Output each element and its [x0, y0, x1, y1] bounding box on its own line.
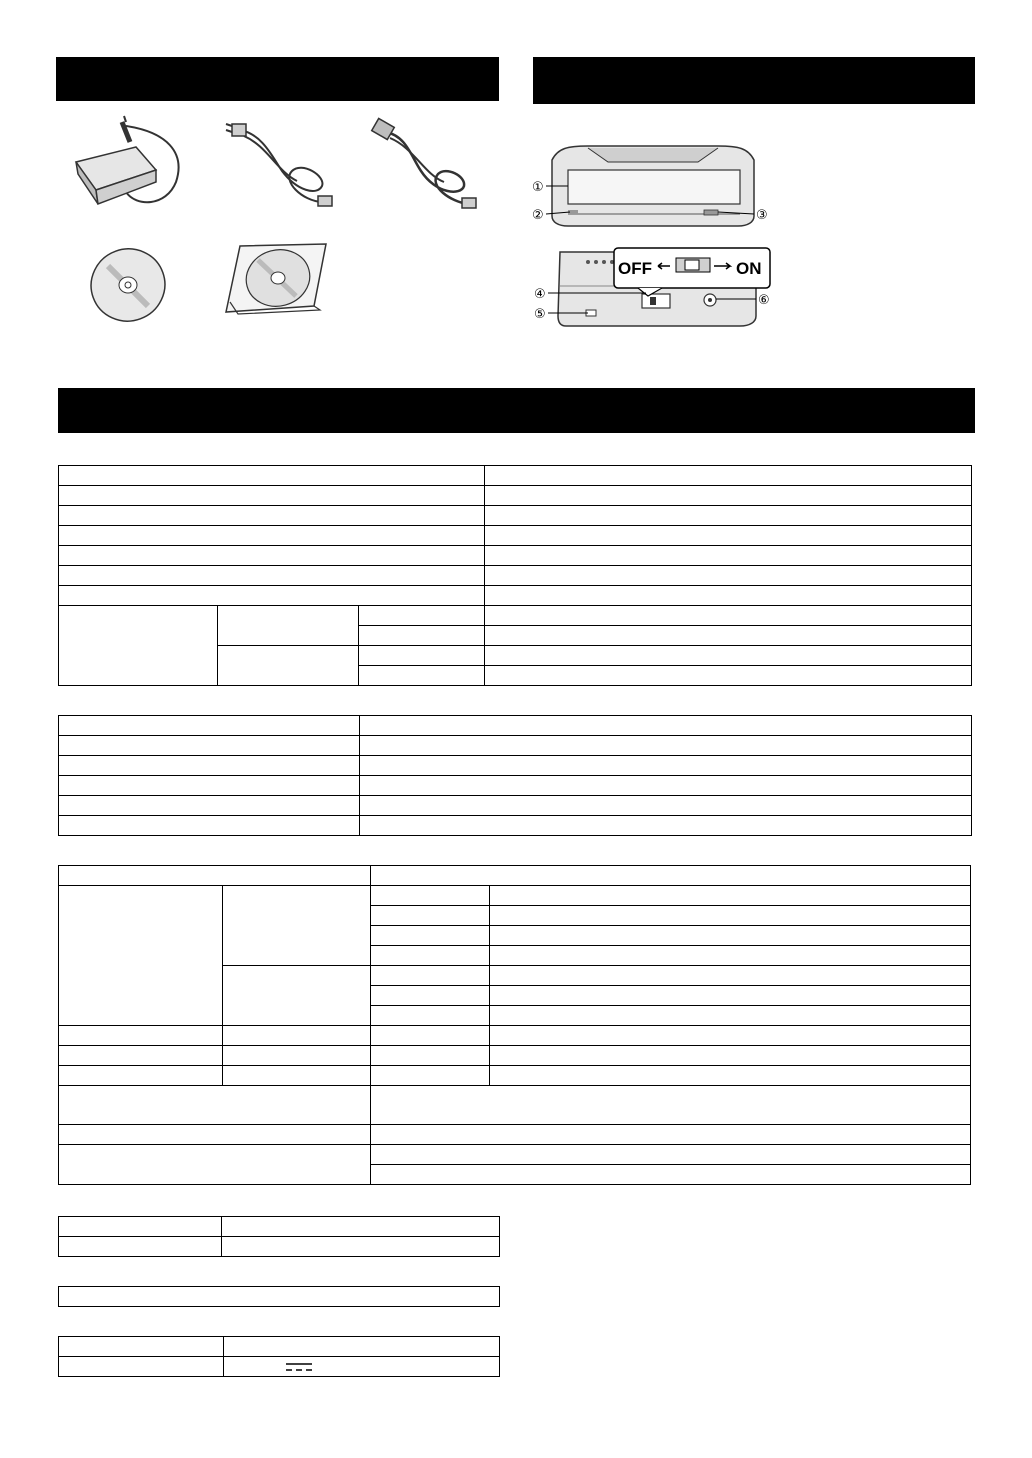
callout-1: ① [532, 180, 544, 195]
spec-table-3 [58, 865, 971, 1185]
specifications-header-bar [58, 388, 975, 433]
callout-5: ⑤ [534, 307, 546, 322]
table-row [59, 866, 971, 886]
table-row [59, 1125, 971, 1145]
ac-adapter-icon [66, 112, 194, 220]
table-row [59, 1145, 971, 1165]
table-row [59, 1217, 500, 1237]
spec-table-6 [58, 1336, 500, 1377]
table-row [59, 566, 972, 586]
table-row [59, 796, 972, 816]
table-row [59, 716, 972, 736]
table-row [59, 546, 972, 566]
dc-symbol-icon [284, 1361, 314, 1373]
power-cord-icon [222, 116, 338, 210]
callout-6: ⑥ [758, 293, 770, 308]
table-row [59, 486, 972, 506]
table-row [59, 1086, 971, 1125]
spec-table-4 [58, 1216, 500, 1257]
table-row [59, 606, 972, 626]
table-row [59, 466, 972, 486]
disc-icon [86, 246, 170, 324]
callout-2: ② [532, 208, 544, 223]
table-row [59, 756, 972, 776]
table-row [59, 1357, 500, 1377]
drive-front-view-icon [528, 140, 778, 230]
table-row [59, 1046, 971, 1066]
callout-3: ③ [756, 208, 768, 223]
table-row [59, 736, 972, 756]
parts-header-bar [533, 57, 975, 104]
accessories-header-bar [56, 57, 499, 101]
switch-off-label: OFF [618, 259, 652, 278]
usb-cable-icon [366, 116, 482, 212]
callout-4: ④ [534, 287, 546, 302]
table-row [59, 776, 972, 796]
table-row [59, 1237, 500, 1257]
spec-table-1 [58, 465, 972, 686]
table-row [59, 886, 971, 906]
table-row [59, 1287, 500, 1307]
table-row [59, 1337, 500, 1357]
spec-table-5 [58, 1286, 500, 1307]
table-row [59, 1026, 971, 1046]
table-row [59, 816, 972, 836]
switch-on-label: ON [736, 259, 762, 278]
spec-table-2 [58, 715, 972, 836]
table-row [59, 586, 972, 606]
disc-in-case-icon [222, 240, 330, 326]
table-row [59, 506, 972, 526]
table-row [59, 526, 972, 546]
table-row [59, 1066, 971, 1086]
drive-rear-view-icon [530, 244, 780, 332]
